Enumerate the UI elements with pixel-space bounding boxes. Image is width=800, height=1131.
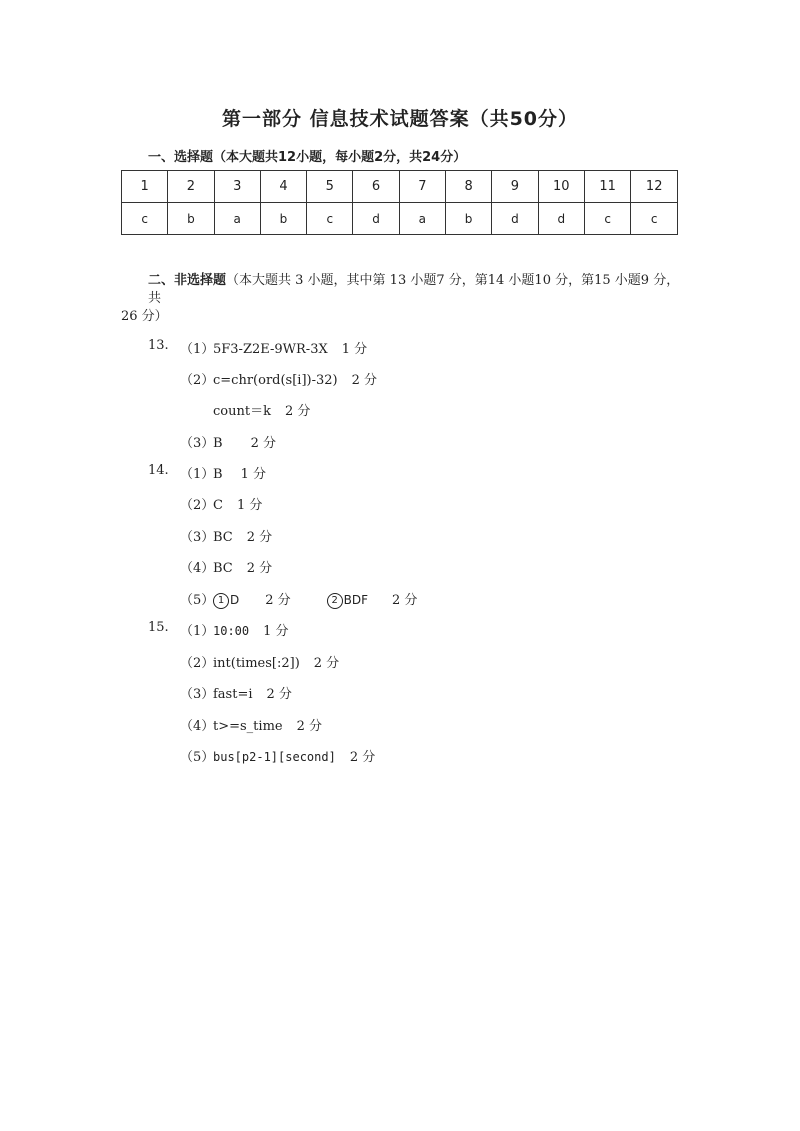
q13-part1-label: （1） — [180, 342, 215, 357]
answer-cell: a — [399, 203, 445, 235]
answer-text: B — [213, 467, 223, 482]
q15-part1-label: （1） — [180, 624, 215, 639]
q14-part1-answer — [213, 463, 266, 482]
q14-part3-label: （3） — [180, 530, 215, 545]
answer-cell: c — [307, 203, 353, 235]
answer-text: fast=i — [213, 687, 253, 702]
answer-text: BDF — [343, 593, 369, 607]
question-number-cell: 3 — [214, 171, 260, 203]
answer-cell: b — [168, 203, 214, 235]
question-number-cell: 11 — [584, 171, 630, 203]
answer-text: bus[p2-1][second] — [213, 750, 336, 764]
score: 2 分 — [284, 404, 311, 419]
q15-part4-label: （4） — [180, 719, 215, 734]
answer-text: BC — [213, 561, 233, 576]
score: 2 分 — [392, 593, 418, 608]
answer-cell: d — [538, 203, 584, 235]
section1-heading: 一、选择题（本大题共12小题，每小题2分，共24分） — [148, 150, 467, 165]
section2-label: 二、非选择题 — [148, 273, 227, 288]
q13-part3-label: （3） — [180, 436, 215, 451]
q15-part4-answer — [213, 715, 322, 734]
score: 1 分 — [341, 342, 368, 357]
question-number-cell: 10 — [538, 171, 584, 203]
answer-row — [122, 203, 678, 235]
answer-text: B — [213, 436, 223, 451]
score: 2 分 — [313, 656, 340, 671]
answer-cell: c — [631, 203, 678, 235]
q15-part1-answer — [213, 620, 289, 639]
answer-text: 5F3-Z2E-9WR-3X — [213, 342, 328, 357]
answer-cell: a — [214, 203, 260, 235]
page-title: 第一部分 信息技术试题答案（共50分） — [221, 108, 579, 130]
q13-number: 13. — [148, 338, 169, 353]
q15-number: 15. — [148, 620, 169, 635]
q14-part5-label: （5） — [180, 593, 215, 608]
q14-part5-answer — [213, 589, 417, 609]
q13-part2-label: （2） — [180, 373, 215, 388]
q14-part3-answer — [213, 526, 272, 545]
score: 2 分 — [266, 687, 292, 702]
circled-number: 2 — [327, 593, 343, 609]
question-number-cell: 4 — [260, 171, 306, 203]
answer-text: int(times[:2]) — [213, 656, 300, 671]
question-number-cell: 2 — [168, 171, 214, 203]
answer-text: t>=s_time — [213, 719, 283, 734]
score: 2 分 — [349, 750, 376, 765]
q13-part2b-answer — [213, 400, 310, 419]
answer-text: C — [213, 498, 223, 513]
question-number-cell: 12 — [631, 171, 678, 203]
score: 1 分 — [236, 498, 263, 513]
section2-description: （本大题共 3 小题，其中第 13 小题7 分，第14 小题10 分，第15 小题9 分，共 — [148, 273, 680, 306]
q15-part2-label: （2） — [180, 656, 215, 671]
question-number-cell: 7 — [399, 171, 445, 203]
q14-part2-label: （2） — [180, 498, 215, 513]
q15-part2-answer — [213, 652, 339, 671]
section2-total: 26 分） — [121, 309, 168, 324]
q14-part1-label: （1） — [180, 467, 215, 482]
answer-cell: c — [122, 203, 168, 235]
q15-part3-answer — [213, 683, 292, 702]
section2-heading — [148, 272, 683, 308]
score: 1 分 — [263, 624, 289, 639]
score: 2 分 — [351, 373, 378, 388]
answer-text: D — [230, 593, 240, 607]
score: 2 分 — [250, 436, 276, 451]
answer-text: 10:00 — [213, 624, 250, 638]
question-number-cell: 8 — [445, 171, 491, 203]
answer-table — [121, 170, 678, 235]
circled-number: 1 — [213, 593, 229, 609]
answer-cell: c — [584, 203, 630, 235]
answer-cell: d — [353, 203, 399, 235]
score: 2 分 — [246, 530, 273, 545]
question-number-cell: 6 — [353, 171, 399, 203]
q15-part3-label: （3） — [180, 687, 215, 702]
q13-part1-answer — [213, 338, 367, 357]
score: 1 分 — [240, 467, 266, 482]
q14-part4-answer — [213, 557, 272, 576]
q15-part5-answer — [213, 746, 375, 765]
score: 2 分 — [246, 561, 273, 576]
answer-text: c=chr(ord(s[i])-32) — [213, 373, 338, 388]
q13-part3-answer — [213, 432, 276, 451]
question-number-row — [122, 171, 678, 203]
q14-number: 14. — [148, 463, 169, 478]
q14-part2-answer — [213, 494, 262, 513]
q13-part2-answer — [213, 369, 377, 388]
score: 2 分 — [296, 719, 322, 734]
answer-cell: b — [260, 203, 306, 235]
q14-part4-label: （4） — [180, 561, 215, 576]
question-number-cell: 1 — [122, 171, 168, 203]
answer-text: count＝k — [213, 404, 271, 419]
answer-cell: b — [445, 203, 491, 235]
question-number-cell: 5 — [307, 171, 353, 203]
question-number-cell: 9 — [492, 171, 538, 203]
answer-cell: d — [492, 203, 538, 235]
q15-part5-label: （5） — [180, 750, 215, 765]
score: 2 分 — [265, 593, 291, 608]
answer-text: BC — [213, 530, 233, 545]
